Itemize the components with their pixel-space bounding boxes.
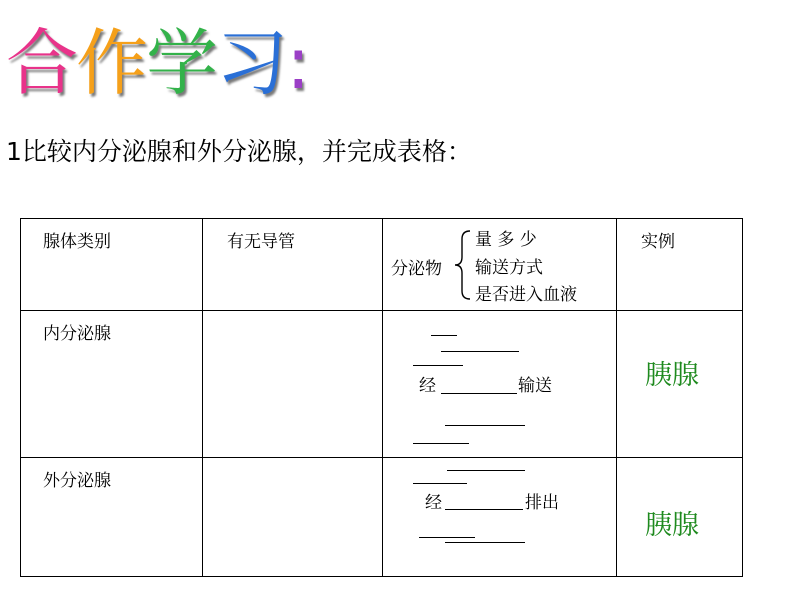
table-row [21, 458, 743, 577]
answer-blank[interactable] [441, 393, 517, 394]
table-header-row [21, 219, 743, 311]
duct-answer-cell[interactable] [203, 311, 383, 458]
header-example: 实例 [641, 232, 675, 252]
transport-prefix: 经 [419, 376, 436, 396]
answer-blank[interactable] [419, 537, 475, 538]
comparison-table [20, 218, 743, 577]
duct-answer-cell[interactable] [203, 458, 383, 577]
header-gland-type: 腺体类别 [43, 232, 111, 252]
curly-brace-icon [454, 229, 472, 301]
header-cell-example [617, 219, 743, 311]
title-char-2: 作 [76, 21, 147, 105]
page-title [6, 18, 308, 108]
secretion-item-amount: 量 多 少 [475, 230, 537, 250]
answer-blank[interactable] [413, 443, 469, 444]
answer-blank[interactable] [445, 425, 525, 426]
row-label-cell [21, 458, 203, 577]
row-label-exocrine: 外分泌腺 [43, 471, 111, 491]
transport-suffix: 排出 [525, 493, 559, 513]
answer-blank[interactable] [447, 470, 525, 471]
answer-blank[interactable] [441, 351, 519, 352]
answer-blank[interactable] [445, 542, 525, 543]
example-cell [617, 311, 743, 458]
header-duct: 有无导管 [227, 232, 295, 252]
row-label-cell [21, 311, 203, 458]
header-secretion-prefix: 分泌物 [391, 259, 442, 279]
row-label-endocrine: 内分泌腺 [43, 324, 111, 344]
answer-blank[interactable] [413, 483, 467, 484]
header-cell-gland-type [21, 219, 203, 311]
secretion-item-transport: 输送方式 [475, 258, 543, 278]
answer-blank[interactable] [431, 335, 457, 336]
example-cell [617, 458, 743, 577]
secretion-answer-cell[interactable] [383, 458, 617, 577]
title-char-1: 合 [6, 21, 77, 105]
title-char-4: 习 [216, 21, 287, 105]
secretion-item-blood: 是否进入血液 [475, 285, 577, 305]
example-endocrine: 胰腺 [645, 360, 699, 391]
transport-prefix: 经 [425, 493, 442, 513]
answer-blank[interactable] [413, 365, 463, 366]
example-exocrine: 胰腺 [645, 510, 699, 541]
secretion-answer-cell[interactable] [383, 311, 617, 458]
table-row [21, 311, 743, 458]
header-cell-secretion [383, 219, 617, 311]
header-cell-duct [203, 219, 383, 311]
answer-blank[interactable] [445, 509, 523, 510]
title-char-5: : [286, 21, 309, 105]
transport-suffix: 输送 [518, 376, 552, 396]
title-char-3: 学 [146, 21, 217, 105]
instruction-text: 1比较内分泌腺和外分泌腺，并完成表格： [6, 137, 472, 166]
